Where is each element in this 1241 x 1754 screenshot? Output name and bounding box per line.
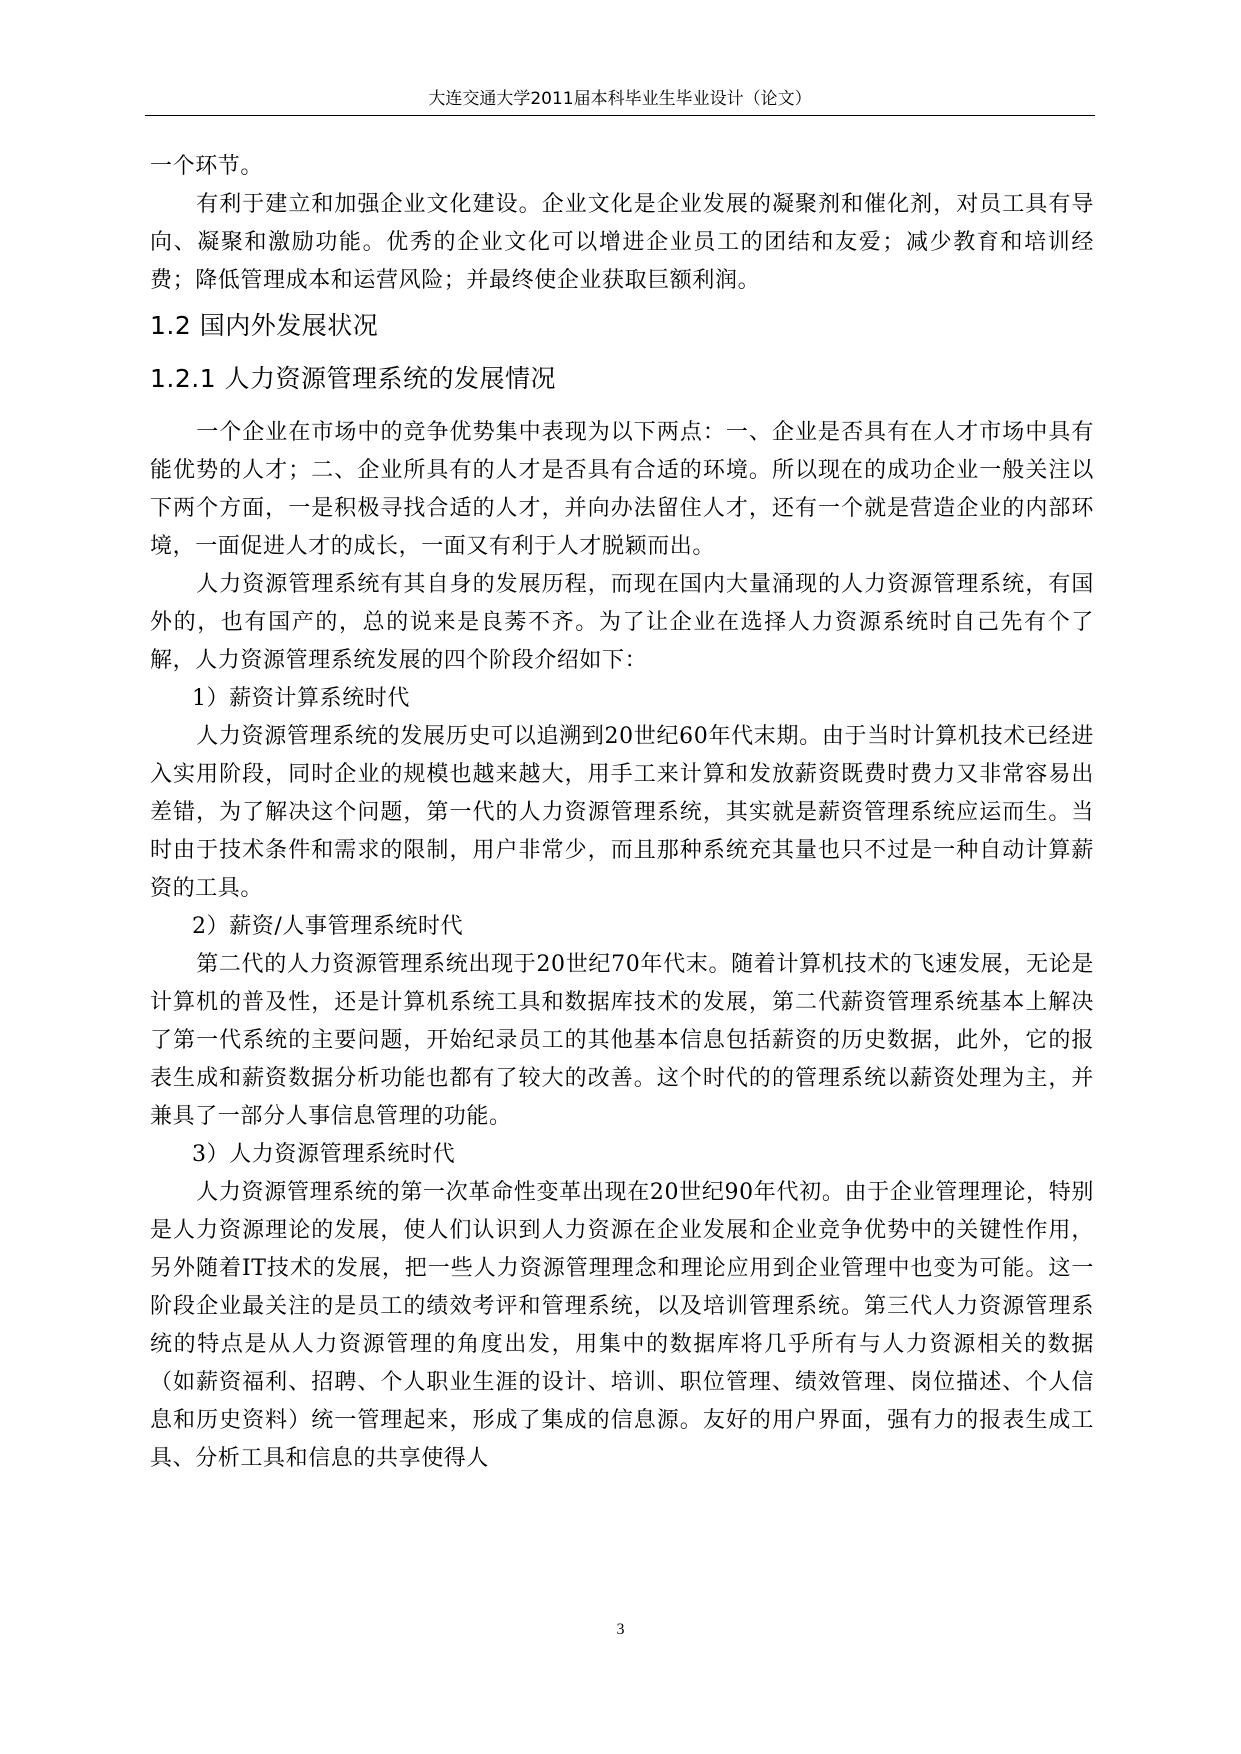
paragraph-competitive-advantage: 一个企业在市场中的竞争优势集中表现为以下两点：一、企业是否具有在人才市场中具有能优势的人才；二、企业所具有的人才是否具有合适的环境。所以现在的成功企业一般关注以下两个方面，一是积极寻找合适的人才，并向办法留住人才，还有一个就是营造企业的内部环境，一面促进人才的成长，一面又有利于人才脱颖而出。 — [150, 420, 1094, 559]
paragraph-hr-history: 人力资源管理系统有其自身的发展历程，而现在国内大量涌现的人力资源管理系统，有国外的，也有国产的，总的说来是良莠不齐。为了让企业在选择人力资源系统时自己先有个了解，人力资源管理系统发展的四个阶段介绍如下： — [150, 572, 1094, 673]
paragraph-stage-3: 人力资源管理系统的第一次革命性变革出现在20世纪90年代初。由于企业管理理论，特别是人力资源理论的发展，使人们认识到人力资源在企业发展和企业竞争优势中的关键性作用，另外随着IT技术的发展，把一些人力资源管理理念和理论应用到企业管理中也变为可能。这一阶段企业最关注的是员工的绩效考评和管理系统，以及培训管理系统。第三代人力资源管理系统的特点是从人力资源管理的角度出发，用集中的数据库将几乎所有与人力资源相关的数据（如薪资福利、招聘、个人职业生涯的设计、培训、职位管理、绩效管理、岗位描述、个人信息和历史资料）统一管理起来，形成了集成的信息源。友好的用户界面，强有力的报表生成工具、分析工具和信息的共享使得人 — [150, 1180, 1094, 1471]
paragraph-culture: 有利于建立和加强企业文化建设。企业文化是企业发展的凝聚剂和催化剂，对员工具有导向、凝聚和激励功能。优秀的企业文化可以增进企业员工的团结和友爱；减少教育和培训经费；降低管理成本和运营风险；并最终使企业获取巨额利润。 — [150, 192, 1094, 293]
paragraph-stage-1: 人力资源管理系统的发展历史可以追溯到20世纪60年代末期。由于当时计算机技术已经进入实用阶段，同时企业的规模也越来越大，用手工来计算和发放薪资既费时费力又非常容易出差错，为了解决这个问题，第一代的人力资源管理系统，其实就是薪资管理系统应运而生。当时由于技术条件和需求的限制，用户非常少，而且那种系统充其量也只不过是一种自动计算薪资的工具。 — [150, 724, 1094, 901]
paragraph-stage-2: 第二代的人力资源管理系统出现于20世纪70年代末。随着计算机技术的飞速发展，无论是计算机的普及性，还是计算机系统工具和数据库技术的发展，第二代薪资管理系统基本上解决了第一代系统的主要问题，开始纪录员工的其他基本信息包括薪资的历史数据，此外，它的报表生成和薪资数据分析功能也都有了较大的改善。这个时代的的管理系统以薪资处理为主，并兼具了一部分人事信息管理的功能。 — [150, 952, 1094, 1129]
paragraph-continuation: 一个环节。 — [150, 154, 264, 179]
section-heading-1-2: 1.2 国内外发展状况 — [150, 311, 379, 340]
list-item-stage-1: 1）薪资计算系统时代 — [192, 686, 410, 711]
page-number: 3 — [616, 1621, 625, 1638]
header-rule — [145, 115, 1095, 116]
list-item-stage-3: 3）人力资源管理系统时代 — [192, 1142, 456, 1167]
body-text — [150, 148, 1094, 1478]
list-item-stage-2: 2）薪资/人事管理系统时代 — [192, 914, 464, 939]
running-header: 大连交通大学2011届本科毕业生毕业设计（论文） — [428, 89, 812, 109]
section-heading-1-2-1: 1.2.1 人力资源管理系统的发展情况 — [150, 364, 557, 393]
